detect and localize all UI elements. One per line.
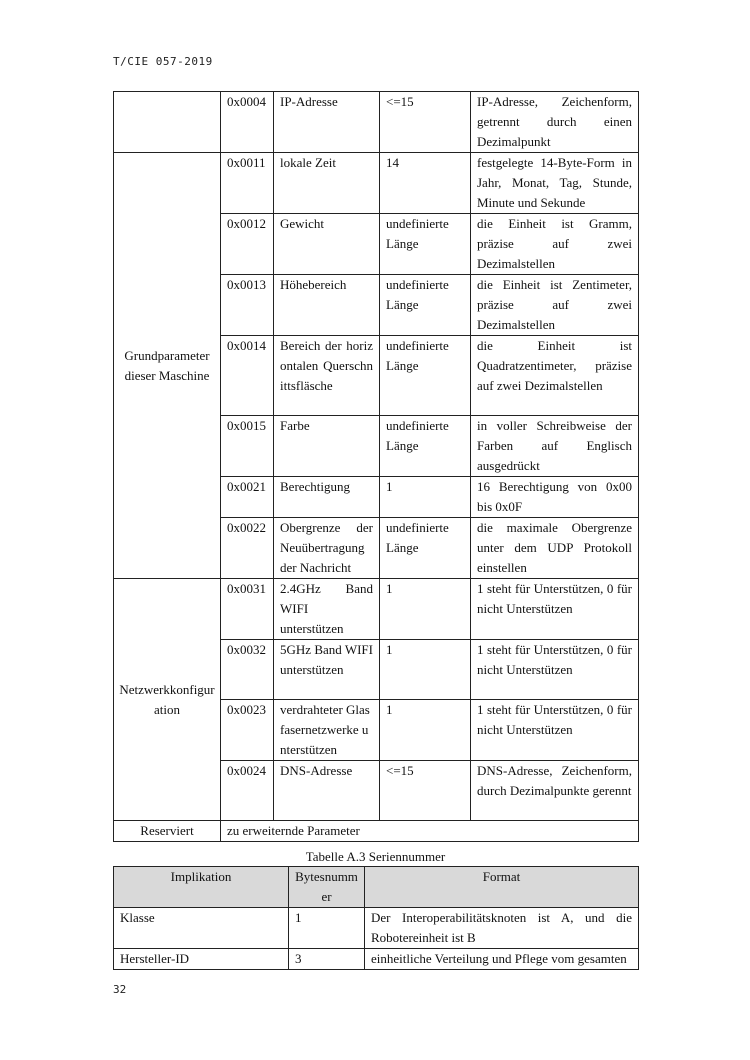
param-length: undefinierte Länge — [380, 416, 471, 477]
implication-cell: Klasse — [114, 908, 289, 949]
param-length: 1 — [380, 477, 471, 518]
param-name: Berechtigung — [274, 477, 380, 518]
param-code: 0x0015 — [221, 416, 274, 477]
header-format: Format — [365, 867, 639, 908]
param-code: 0x0004 — [221, 92, 274, 153]
param-code: 0x0012 — [221, 214, 274, 275]
param-code: 0x0011 — [221, 153, 274, 214]
table-row — [114, 949, 639, 970]
table-row — [114, 579, 639, 640]
param-name: Bereich der horizontalen Querschnittsfläsche — [274, 336, 380, 416]
param-description: die Einheit ist Zentimeter, präzise auf zwei Dezimalstellen — [471, 275, 639, 336]
param-length: 1 — [380, 579, 471, 640]
param-length: undefinierte Länge — [380, 275, 471, 336]
document-id: T/CIE 057-2019 — [113, 55, 213, 68]
table-row — [114, 153, 639, 214]
param-code: 0x0024 — [221, 761, 274, 821]
param-name: verdrahteter Glasfasernetzwerke unterstützen — [274, 700, 380, 761]
format-cell: Der Interoperabilitätsknoten ist A, und die Robotereinheit ist B — [365, 908, 639, 949]
bytes-cell: 1 — [289, 908, 365, 949]
param-name: Gewicht — [274, 214, 380, 275]
param-code: 0x0032 — [221, 640, 274, 700]
param-description: 1 steht für Unterstützen, 0 für nicht Unterstützen — [471, 640, 639, 700]
group-cell-empty — [114, 92, 221, 153]
param-name: lokale Zeit — [274, 153, 380, 214]
param-length: 1 — [380, 640, 471, 700]
param-description: die Einheit ist Gramm, präzise auf zwei Dezimalstellen — [471, 214, 639, 275]
param-code: 0x0013 — [221, 275, 274, 336]
table-header-row — [114, 867, 639, 908]
param-description: 16 Berechtigung von 0x00 bis 0x0F — [471, 477, 639, 518]
param-code: 0x0014 — [221, 336, 274, 416]
param-description: 1 steht für Unterstützen, 0 für nicht Unterstützen — [471, 700, 639, 761]
header-implication: Implikation — [114, 867, 289, 908]
reserved-label: Reserviert — [114, 821, 221, 842]
table-row — [114, 92, 639, 153]
param-description: die maximale Obergrenze unter dem UDP Protokoll einstellen — [471, 518, 639, 579]
group-label-grundparameter: Grundparameter dieser Maschine — [114, 153, 221, 579]
param-description: IP-Adresse, Zeichenform, getrennt durch einen Dezimalpunkt — [471, 92, 639, 153]
param-length: <=15 — [380, 761, 471, 821]
param-name: Höhebereich — [274, 275, 380, 336]
param-length: <=15 — [380, 92, 471, 153]
param-description: die Einheit ist Quadratzentimeter, präzise auf zwei Dezimalstellen — [471, 336, 639, 416]
bytes-cell: 3 — [289, 949, 365, 970]
table-row-reserved — [114, 821, 639, 842]
reserved-text: zu erweiternde Parameter — [221, 821, 639, 842]
param-code: 0x0022 — [221, 518, 274, 579]
param-name: 5GHz Band WIFI unterstützen — [274, 640, 380, 700]
param-description: festgelegte 14-Byte-Form in Jahr, Monat, Tag, Stunde, Minute und Sekunde — [471, 153, 639, 214]
parameter-table — [113, 91, 639, 842]
param-name: DNS-Adresse — [274, 761, 380, 821]
param-name: Farbe — [274, 416, 380, 477]
table-caption: Tabelle A.3 Seriennummer — [305, 849, 446, 864]
param-length: undefinierte Länge — [380, 336, 471, 416]
param-name: IP-Adresse — [274, 92, 380, 153]
param-length: 1 — [380, 700, 471, 761]
table-row — [114, 908, 639, 949]
param-description: 1 steht für Unterstützen, 0 für nicht Unterstützen — [471, 579, 639, 640]
param-description: in voller Schreibweise der Farben auf Englisch ausgedrückt — [471, 416, 639, 477]
param-code: 0x0031 — [221, 579, 274, 640]
serial-number-table — [113, 866, 639, 970]
param-length: undefinierte Länge — [380, 518, 471, 579]
header-bytes: Bytesnummer — [289, 867, 365, 908]
param-description: DNS-Adresse, Zeichenform, durch Dezimalpunkte gerennt — [471, 761, 639, 821]
page-number: 32 — [113, 983, 127, 996]
param-length: 14 — [380, 153, 471, 214]
implication-cell: Hersteller-ID — [114, 949, 289, 970]
param-name: Obergrenze der Neuübertragung der Nachricht — [274, 518, 380, 579]
param-code: 0x0023 — [221, 700, 274, 761]
format-cell: einheitliche Verteilung und Pflege vom gesamten — [365, 949, 639, 970]
group-label-netzwerk: Netzwerkkonfiguration — [114, 579, 221, 821]
param-code: 0x0021 — [221, 477, 274, 518]
param-length: undefinierte Länge — [380, 214, 471, 275]
param-name: 2.4GHz Band WIFI unterstützen — [274, 579, 380, 640]
